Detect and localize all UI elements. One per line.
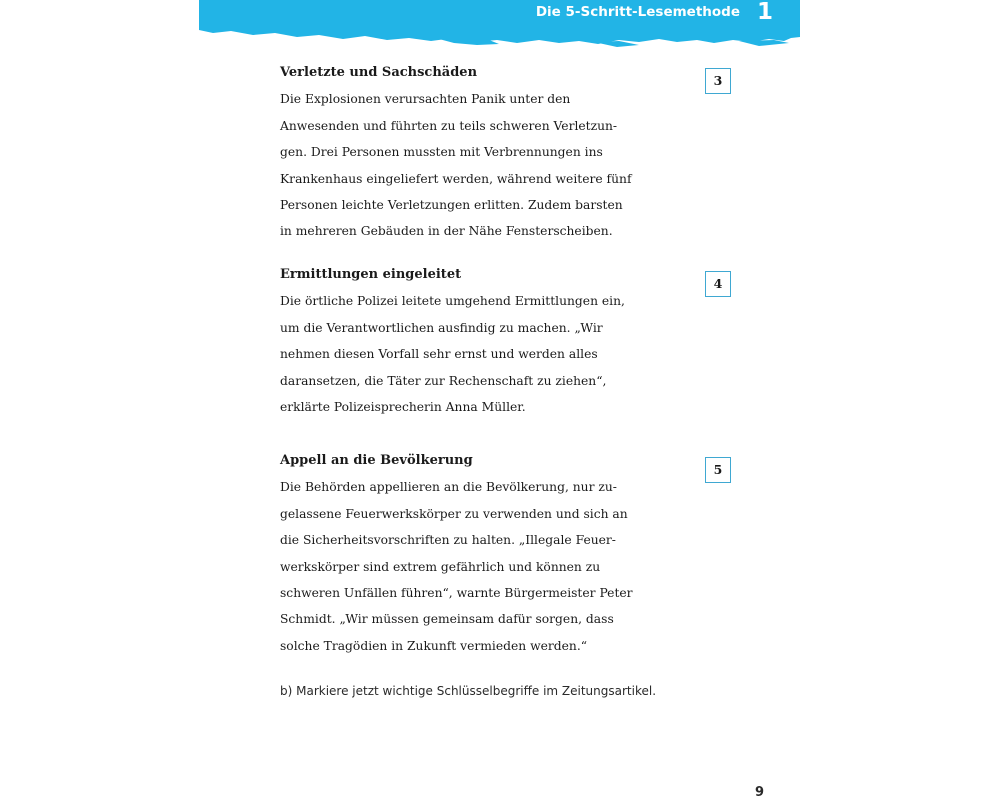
- section-heading: Verletzte und Sachschäden: [280, 65, 478, 80]
- paragraph-number-box: 3: [705, 68, 731, 94]
- task-instruction: b) Markiere jetzt wichtige Schlüsselbegriffe im Zeitungsartikel.: [280, 684, 657, 698]
- text-line: Die Explosionen verursachten Panik unter den: [280, 92, 571, 107]
- section-heading: Appell an die Bevölkerung: [280, 453, 473, 468]
- paragraph-number-box: 4: [705, 271, 731, 297]
- text-line: nehmen diesen Vorfall sehr ernst und werden alles: [280, 347, 598, 362]
- article-section-injuries: [280, 60, 640, 245]
- text-line: Die Behörden appellieren an die Bevölkerung, nur zu-: [280, 480, 617, 495]
- text-line: Krankenhaus eingeliefert werden, während weitere fünf: [280, 171, 632, 186]
- text-line: erklärte Polizeisprecherin Anna Müller.: [280, 400, 526, 415]
- text-line: schweren Unfällen führen“, warnte Bürgermeister Peter: [280, 586, 633, 601]
- chapter-number: 1: [757, 0, 774, 25]
- text-line: Anwesenden und führten zu teils schweren Verletzun-: [280, 118, 618, 133]
- article-section-investigation: [280, 262, 640, 420]
- text-line: werkskörper sind extrem gefährlich und können zu: [280, 559, 601, 574]
- text-line: Die örtliche Polizei leitete umgehend Ermittlungen ein,: [280, 294, 625, 309]
- text-line: die Sicherheitsvorschriften zu halten. „Illegale Feuer-: [280, 533, 616, 548]
- text-line: Personen leichte Verletzungen erlitten. Zudem barsten: [280, 198, 623, 213]
- text-line: in mehreren Gebäuden in der Nähe Fensterscheiben.: [280, 224, 613, 239]
- text-line: solche Tragödien in Zukunft vermieden werden.“: [280, 638, 588, 653]
- paragraph-number-box: 5: [705, 457, 731, 483]
- text-line: daransetzen, die Täter zur Rechenschaft zu ziehen“,: [280, 373, 607, 388]
- header-title: Die 5-Schritt-Lesemethode: [535, 4, 740, 20]
- text-line: gelassene Feuerwerkskörper zu verwenden und sich an: [280, 506, 628, 521]
- article-section-appeal: [280, 448, 640, 659]
- page-number: 9: [755, 785, 765, 800]
- text-line: gen. Drei Personen mussten mit Verbrennungen ins: [280, 145, 603, 160]
- section-heading: Ermittlungen eingeleitet: [280, 267, 462, 282]
- text-line: Schmidt. „Wir müssen gemeinsam dafür sorgen, dass: [280, 612, 614, 627]
- text-line: um die Verantwortlichen ausfindig zu machen. „Wir: [280, 320, 603, 335]
